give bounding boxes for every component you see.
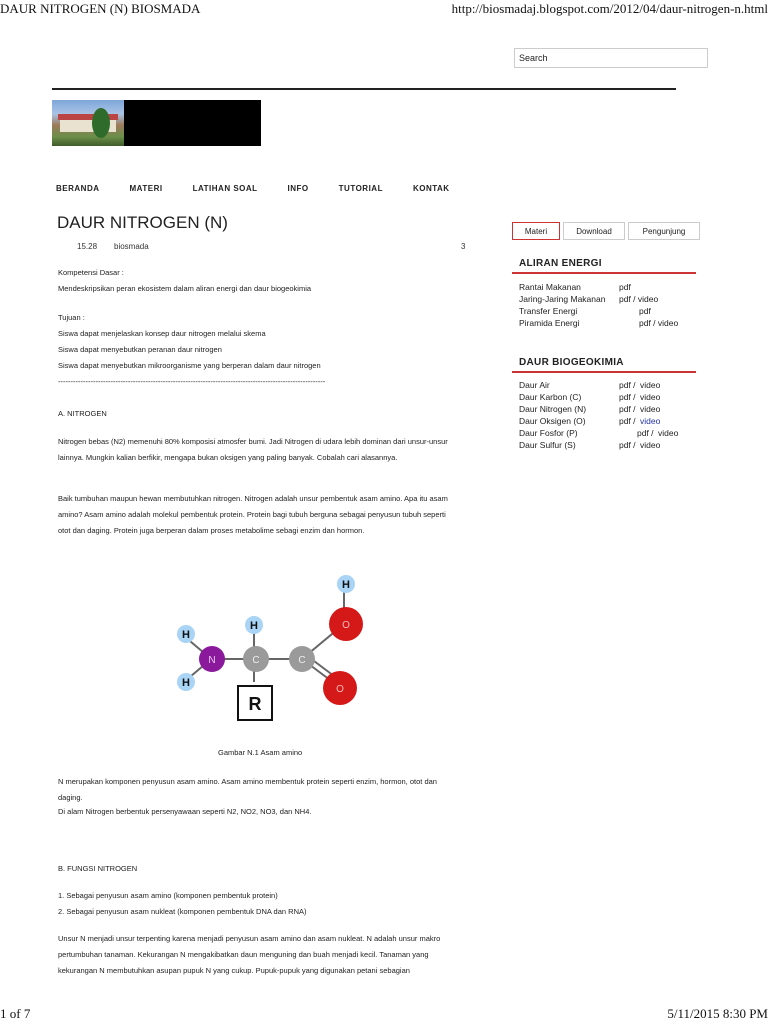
tujuan-item: Siswa dapat menyebutkan peranan daur nitrogen [58,345,222,354]
pdf-link[interactable]: pdf / [637,428,654,438]
post-time[interactable]: 15.28 [77,242,98,251]
blog-banner[interactable] [52,100,261,146]
figure-caption: Gambar N.1 Asam amino [218,748,303,757]
main-nav [56,184,480,193]
fungsi-item: 1. Sebagai penyusun asam amino (komponen pembentuk protein) [58,891,278,900]
atom-label: H [250,620,258,632]
daur-biogeokimia-rule [512,371,696,373]
nav-beranda[interactable]: BERANDA [56,184,100,193]
nav-tutorial[interactable]: TUTORIAL [338,184,383,193]
daur-biogeokimia-title: DAUR BIOGEOKIMIA [519,357,624,368]
video-link[interactable]: video [640,404,661,414]
banner-tree [92,108,110,138]
atom-label: O [342,620,350,631]
post-author[interactable]: biosmada [114,242,149,251]
print-header-title: DAUR NITROGEN (N) BIOSMADA [0,1,201,16]
pdf-link[interactable]: pdf / [619,404,636,414]
section-a-heading: A. NITROGEN [58,409,107,418]
item-links[interactable]: pdf / video [639,318,679,328]
oxygen-atom [329,607,363,641]
tab-materi[interactable]: Materi [512,222,560,240]
item-name: Daur Karbon (C) [519,392,582,402]
pdf-link[interactable]: pdf / [619,392,636,402]
video-link[interactable]: video [640,416,661,426]
r-group [238,686,272,720]
aliran-energi-title: ALIRAN ENERGI [519,258,602,269]
fungsi-item: 2. Sebagai penyusun asam nukleat (komponen pembentuk DNA dan RNA) [58,907,307,916]
paragraph-5: Unsur N menjadi unsur terpenting karena menjadi penyusun asam amino dan asam nukleat. N adalah unsur makro pertumbuhan tanaman. Kekurangan N mengakibatkan daun menguning dan buah menjadi kecil. Tanaman yang kekurangan N membutuhkan asupan pupuk N yang cukup. Pupuk-pupuk yang digunakan petani sebagian [58,934,441,975]
header-divider [52,88,676,90]
item-name: Rantai Makanan [519,282,581,292]
post-title: DAUR NITROGEN (N) [57,213,228,232]
nav-info[interactable]: INFO [287,184,309,193]
paragraph-3: N merupakan komponen penyusun asam amino. Asam amino membentuk protein seperti enzim, hormon, otot dan daging. [58,777,437,802]
item-name: Daur Fosfor (P) [519,428,578,438]
kd-label: Kompetensi Dasar : [58,268,124,277]
atom-label: N [208,655,216,666]
nitrogen-atom [199,646,225,672]
item-name: Daur Oksigen (O) [519,416,586,426]
item-name: Daur Air [519,380,550,390]
print-header-url: http://biosmadaj.blogspot.com/2012/04/daur-nitrogen-n.html [451,1,768,16]
atom-label: H [182,629,190,641]
item-name: Piramida Energi [519,318,580,328]
tujuan-block [58,310,458,390]
tab-pengunjung[interactable]: Pengunjung [628,222,700,240]
hydrogen-atom [337,575,355,593]
print-footer-page: 1 of 7 [0,1006,31,1021]
video-link[interactable]: video [658,428,679,438]
tujuan-item: Siswa dapat menyebutkan mikroorganisme yang berperan dalam daur nitrogen [58,361,321,370]
paragraph-1: Nitrogen bebas (N2) memenuhi 80% komposisi atmosfer bumi. Jadi Nitrogen di udara lebih dominan dari unsur-unsur lainnya. Mungkin kalian berfikir, mengapa bukan oksigen yang paling banyak. Cobalah cari alasannya. [58,437,448,462]
paragraph-4: Di alam Nitrogen berbentuk persenyawaan seperti N2, NO2, NO3, dan NH4. [58,807,312,816]
hydrogen-atom [177,673,195,691]
tab-download[interactable]: Download [563,222,625,240]
nav-materi[interactable]: MATERI [129,184,163,193]
tujuan-item: Siswa dapat menjelaskan konsep daur nitrogen melalui skema [58,329,266,338]
item-name: Daur Sulfur (S) [519,440,576,450]
fungsi-list [58,888,458,920]
oxygen-atom [323,671,357,705]
video-link[interactable]: video [640,392,661,402]
kd-text: Mendeskripsikan peran ekosistem dalam aliran energi dan daur biogeokimia [58,284,312,293]
nav-latihan-soal[interactable]: LATIHAN SOAL [192,184,258,193]
atom-label: R [248,694,262,714]
item-links[interactable]: pdf [639,306,651,316]
tujuan-label: Tujuan : [58,313,85,322]
atom-label: C [298,655,306,666]
amino-acid-figure [172,570,372,730]
item-name: Daur Nitrogen (N) [519,404,587,414]
kd-block [58,265,458,297]
item-links[interactable]: pdf / video [619,294,659,304]
video-link[interactable]: video [640,440,661,450]
section-b-heading: B. FUNGSI NITROGEN [58,864,138,873]
atom-label: H [342,579,350,591]
paragraph-2: Baik tumbuhan maupun hewan membutuhkan nitrogen. Nitrogen adalah unsur pembentuk asam amino. Apa itu asam amino? Asam amino adalah molekul pembentuk protein. Protein bagi tubuh berguna sebagai penyusun tubuh seperti otot dan daging. Protein juga berperan dalam proses metabolime sebagi enzim dan hormon. [58,494,448,535]
pdf-link[interactable]: pdf / [619,416,636,426]
post-comments-count[interactable]: 3 [461,242,466,251]
item-links[interactable]: pdf [619,282,631,292]
hydrogen-atom [245,616,263,634]
nav-kontak[interactable]: KONTAK [412,184,450,193]
video-link[interactable]: video [640,380,661,390]
item-name: Transfer Energi [519,306,578,316]
item-name: Jaring-Jaring Makanan [519,294,606,304]
atom-label: C [252,655,260,666]
pdf-link[interactable]: pdf / [619,380,636,390]
hydrogen-atom [177,625,195,643]
print-footer-datetime: 5/11/2015 8:30 PM [667,1006,768,1021]
carbon-atom [289,646,315,672]
search-input[interactable]: Search [514,48,708,68]
atom-label: H [182,677,190,689]
atom-label: O [336,684,344,695]
aliran-energi-rule [512,272,696,274]
divider-line: ----------------------------------------------------------------------------------------------------------- [58,377,326,386]
carbon-atom [243,646,269,672]
pdf-link[interactable]: pdf / [619,440,636,450]
